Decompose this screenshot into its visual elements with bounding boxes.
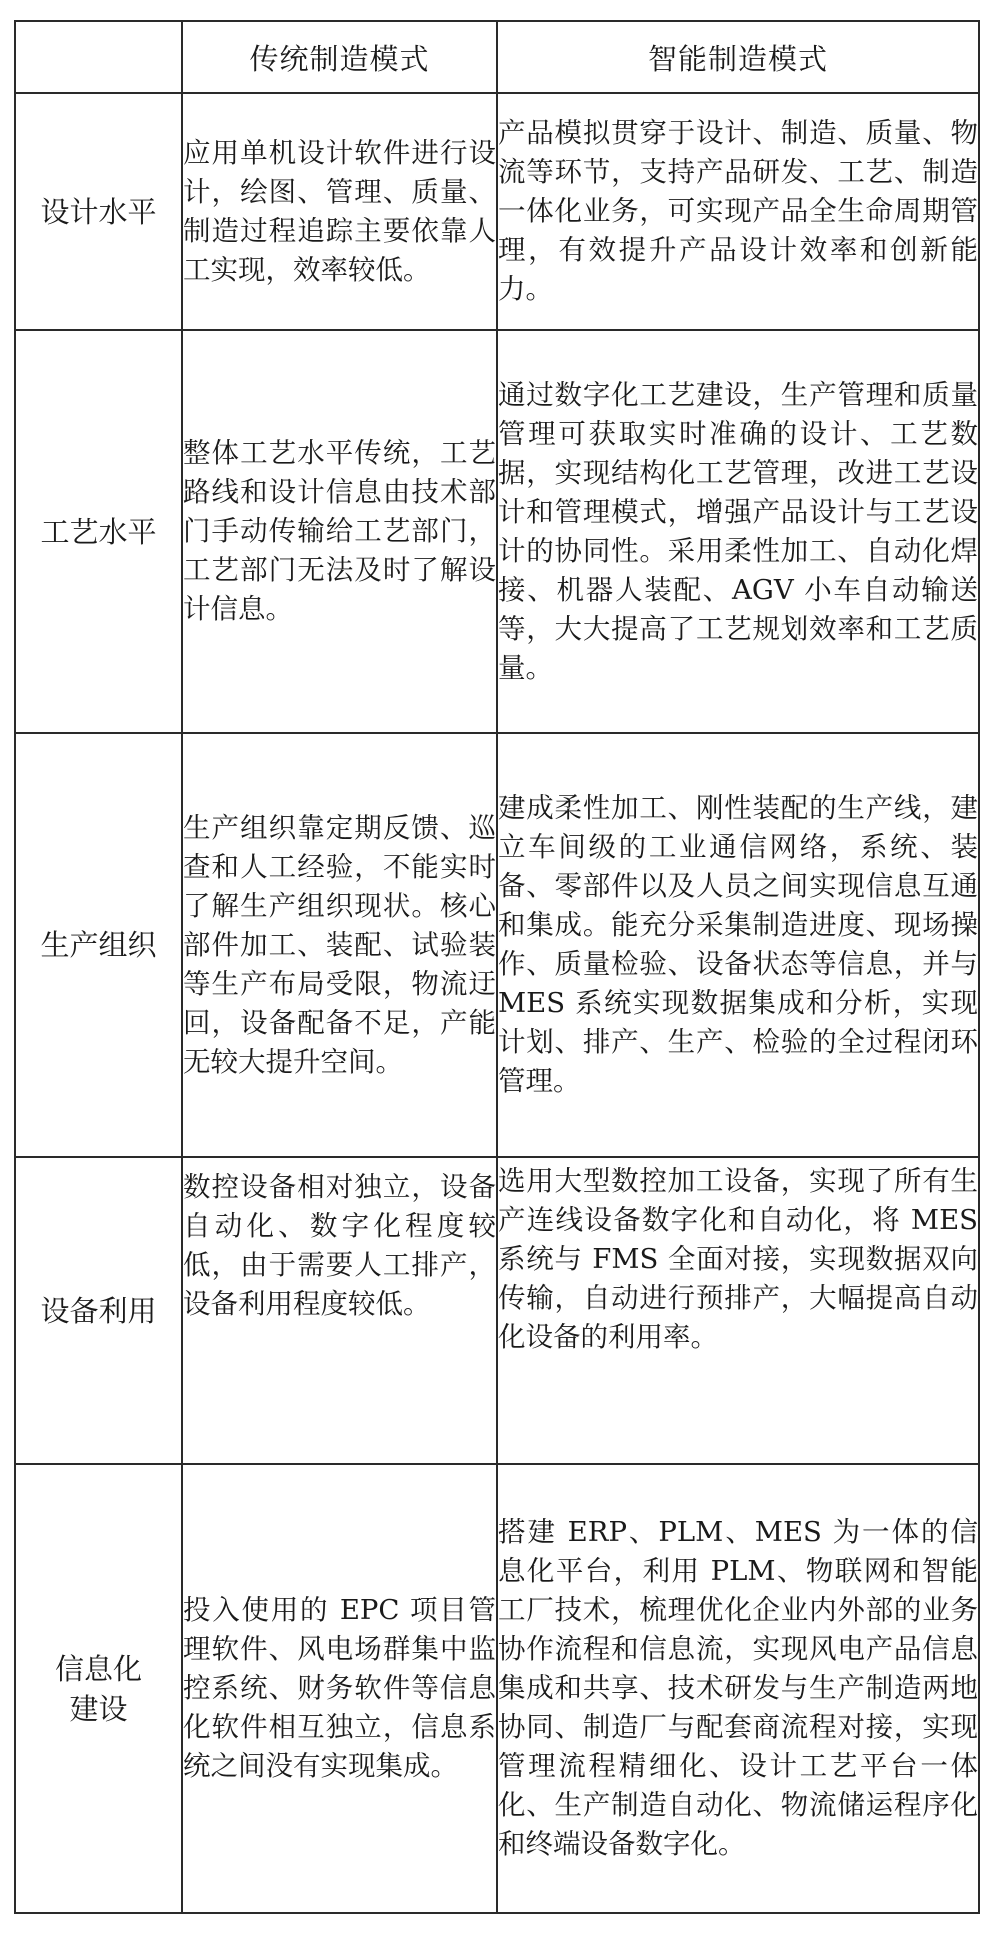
intelligent-cell: 通过数字化工艺建设，生产管理和质量管理可获取实时准确的设计、工艺数据，实现结构化工艺管理，改进工艺设计和管理模式，增强产品设计与工艺设计的协同性。采用柔性加工、自动化焊接、机器人装配、AGV 小车自动输送等，大大提高了工艺规划效率和工艺质量。 (497, 330, 979, 733)
table-row-equipment-utilization (15, 1157, 979, 1464)
traditional-cell: 数控设备相对独立，设备自动化、数字化程度较低，由于需要人工排产，设备利用程度较低。 (182, 1157, 497, 1464)
table-row-design-level (15, 93, 979, 330)
row-label: 生产组织 (15, 733, 182, 1157)
header-traditional-mode: 传统制造模式 (182, 21, 497, 93)
intelligent-cell: 搭建 ERP、PLM、MES 为一体的信息化平台，利用 PLM、物联网和智能工厂技术，梳理优化企业内外部的业务协作流程和信息流，实现风电产品信息集成和共享、技术研发与生产制造两地协同、制造厂与配套商流程对接，实现管理流程精细化、设计工艺平台一体化、生产制造自动化、物流储运程序化和终端设备数字化。 (497, 1464, 979, 1913)
table-row-process-level (15, 330, 979, 733)
traditional-cell: 应用单机设计软件进行设计，绘图、管理、质量、制造过程追踪主要依靠人工实现，效率较低。 (182, 93, 497, 330)
table-header-row (15, 21, 979, 93)
traditional-cell: 整体工艺水平传统，工艺路线和设计信息由技术部门手动传输给工艺部门，工艺部门无法及时了解设计信息。 (182, 330, 497, 733)
row-label: 设计水平 (15, 93, 182, 330)
intelligent-cell: 建成柔性加工、刚性装配的生产线，建立车间级的工业通信网络，系统、装备、零部件以及人员之间实现信息互通和集成。能充分采集制造进度、现场操作、质量检验、设备状态等信息，并与 MES 系统实现数据集成和分析，实现计划、排产、生产、检验的全过程闭环管理。 (497, 733, 979, 1157)
header-corner-cell (15, 21, 182, 93)
traditional-cell: 生产组织靠定期反馈、巡查和人工经验，不能实时了解生产组织现状。核心部件加工、装配、试验装等生产布局受限，物流迂回，设备配备不足，产能无较大提升空间。 (182, 733, 497, 1157)
row-label: 设备利用 (15, 1157, 182, 1464)
intelligent-cell: 产品模拟贯穿于设计、制造、质量、物流等环节，支持产品研发、工艺、制造一体化业务，可实现产品全生命周期管理，有效提升产品设计效率和创新能力。 (497, 93, 979, 330)
table-row-informatization (15, 1464, 979, 1913)
intelligent-cell: 选用大型数控加工设备，实现了所有生产连线设备数字化和自动化，将 MES 系统与 FMS 全面对接，实现数据双向传输，自动进行预排产，大幅提高自动化设备的利用率。 (497, 1157, 979, 1464)
traditional-cell: 投入使用的 EPC 项目管理软件、风电场群集中监控系统、财务软件等信息化软件相互独立，信息系统之间没有实现集成。 (182, 1464, 497, 1913)
row-label-line: 建设 (69, 1691, 128, 1726)
row-label (15, 1464, 182, 1913)
header-intelligent-mode: 智能制造模式 (497, 21, 979, 93)
table-row-production-organization (15, 733, 979, 1157)
row-label-line: 信息化 (54, 1651, 142, 1686)
comparison-table (14, 20, 980, 1914)
row-label: 工艺水平 (15, 330, 182, 733)
